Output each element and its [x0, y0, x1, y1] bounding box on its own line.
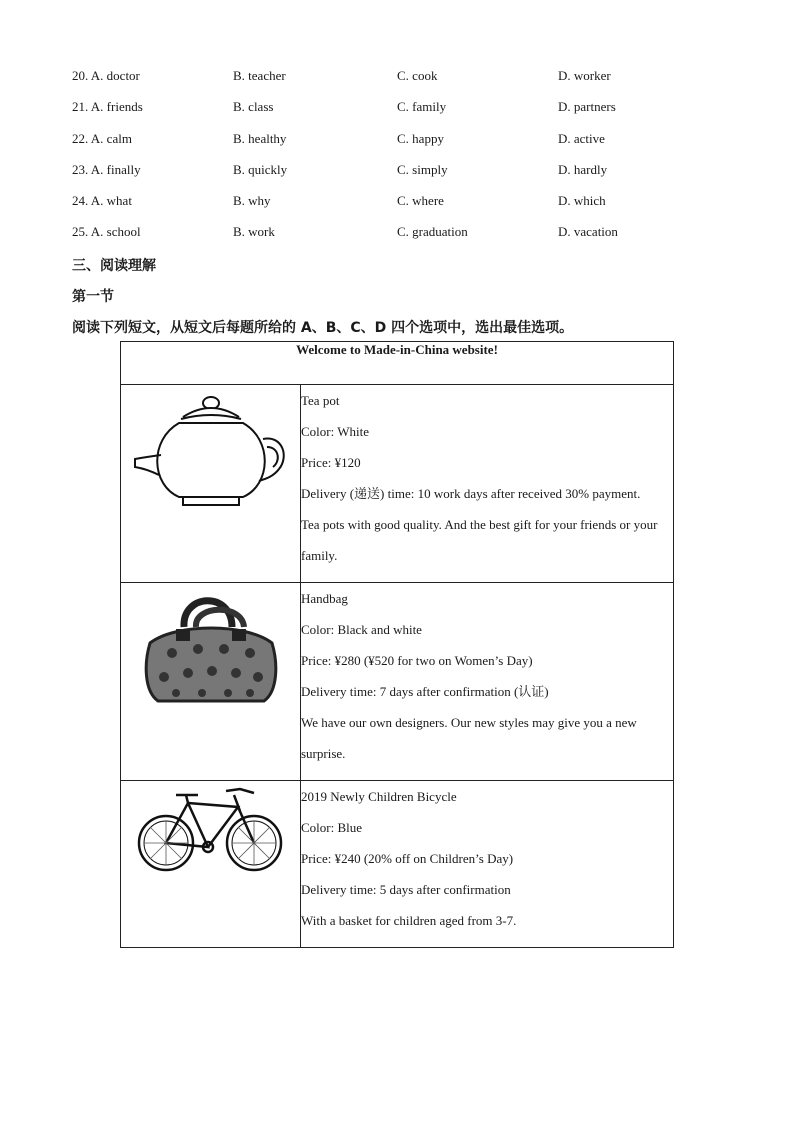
product-note: We have our own designers. Our new styles may give you a new surprise.	[301, 715, 637, 761]
option-a: 24. A. what	[72, 193, 132, 208]
subsection-title: 第一节	[72, 289, 114, 305]
product-name: Tea pot	[301, 393, 340, 408]
option-b: B. healthy	[233, 131, 287, 146]
handbag-icon	[136, 583, 286, 713]
product-note: Tea pots with good quality. And the best gift for your friends or your family.	[301, 517, 658, 563]
option-d: D. active	[558, 131, 605, 146]
option-row-22	[0, 131, 794, 151]
option-a: 22. A. calm	[72, 131, 132, 146]
option-row-23	[0, 162, 794, 182]
product-color: Color: Blue	[301, 820, 363, 835]
table-row	[121, 385, 674, 583]
option-row-24	[0, 193, 794, 213]
instruction-text: 阅读下列短文，从短文后每题所给的 A、B、C、D 四个选项中，选出最佳选项。	[72, 320, 574, 336]
product-color: Color: Black and white	[301, 622, 422, 637]
option-d: D. which	[558, 193, 606, 208]
option-d: D. partners	[558, 99, 616, 114]
option-row-21	[0, 99, 794, 119]
option-c: C. graduation	[397, 224, 468, 239]
option-c: C. where	[397, 193, 444, 208]
option-c: C. family	[397, 99, 447, 114]
product-delivery: Delivery time: 7 days after confirmation (认证)	[301, 684, 549, 699]
option-a: 23. A. finally	[72, 162, 141, 177]
option-c: C. happy	[397, 131, 444, 146]
teapot-image	[121, 385, 301, 583]
option-b: B. quickly	[233, 162, 288, 177]
table-row	[121, 583, 674, 781]
option-c: C. simply	[397, 162, 448, 177]
option-d: D. hardly	[558, 162, 608, 177]
products-table	[120, 341, 674, 948]
option-a: 20. A. doctor	[72, 68, 140, 83]
bicycle-icon	[136, 781, 286, 881]
option-a: 25. A. school	[72, 224, 141, 239]
product-price: Price: ¥120	[301, 455, 361, 470]
product-price: Price: ¥280 (¥520 for two on Women’s Day)	[301, 653, 533, 668]
bicycle-image	[121, 781, 301, 948]
product-color: Color: White	[301, 424, 370, 439]
product-name: 2019 Newly Children Bicycle	[301, 789, 457, 804]
teapot-description	[301, 385, 674, 583]
option-row-25	[0, 224, 794, 244]
option-b: B. work	[233, 224, 275, 239]
teapot-icon	[131, 385, 291, 515]
option-a: 21. A. friends	[72, 99, 143, 114]
bicycle-description	[301, 781, 674, 948]
table-row	[121, 781, 674, 948]
handbag-description	[301, 583, 674, 781]
product-price: Price: ¥240 (20% off on Children’s Day)	[301, 851, 514, 866]
product-note: With a basket for children aged from 3-7.	[301, 913, 517, 928]
product-delivery: Delivery (递送) time: 10 work days after received 30% payment.	[301, 486, 641, 501]
option-d: D. vacation	[558, 224, 618, 239]
option-b: B. teacher	[233, 68, 286, 83]
product-name: Handbag	[301, 591, 348, 606]
handbag-image	[121, 583, 301, 781]
product-delivery: Delivery time: 5 days after confirmation	[301, 882, 511, 897]
option-b: B. class	[233, 99, 274, 114]
option-c: C. cook	[397, 68, 438, 83]
option-row-20	[0, 68, 794, 88]
option-b: B. why	[233, 193, 271, 208]
table-caption: Welcome to Made-in-China website!	[121, 342, 674, 385]
section-title: 三、阅读理解	[72, 258, 156, 274]
option-d: D. worker	[558, 68, 611, 83]
